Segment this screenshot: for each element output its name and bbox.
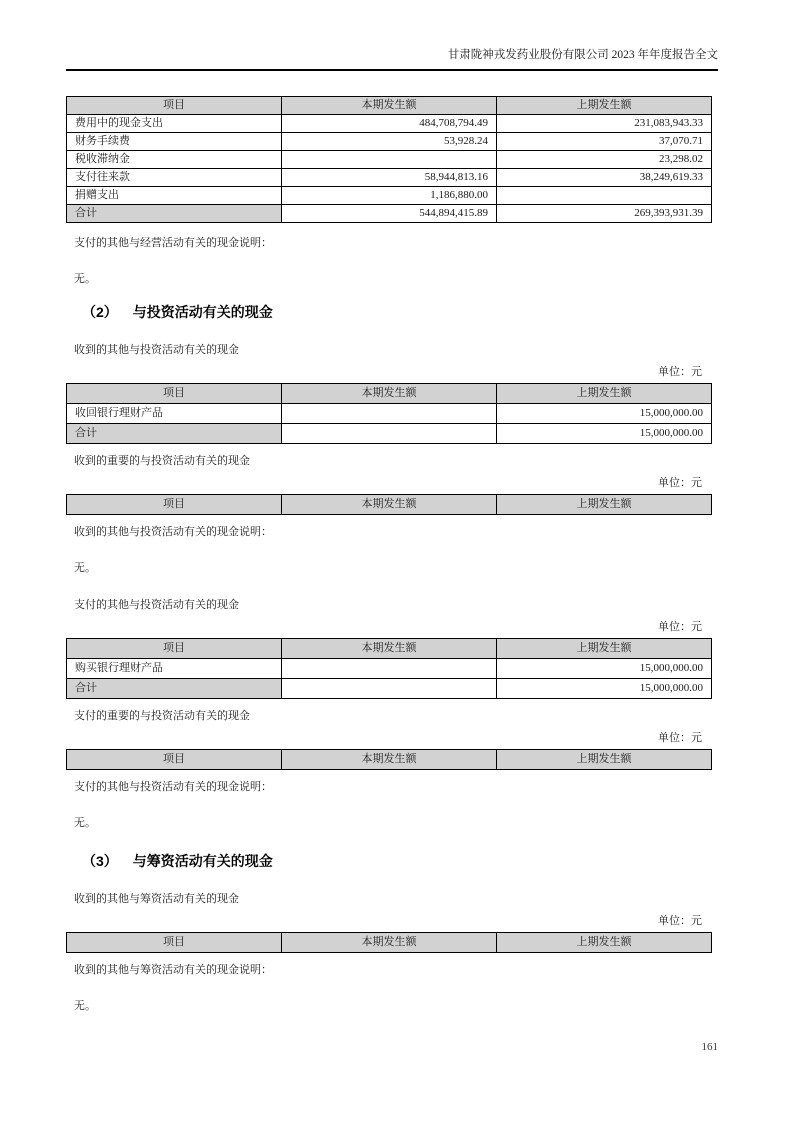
investing-significant-received-table — [66, 494, 712, 515]
operating-note-label: 支付的其他与经营活动有关的现金说明： — [74, 237, 272, 249]
current-period-cell: 58,944,813.16 — [281, 169, 496, 187]
item-cell: 合计 — [67, 424, 282, 444]
table-header-row — [67, 933, 712, 953]
table-row — [67, 169, 712, 187]
unit-label: 单位：元 — [658, 477, 702, 489]
financing-cash-received-table — [66, 932, 712, 953]
investing-received-note-label: 收到的其他与投资活动有关的现金说明： — [74, 526, 272, 538]
unit-label: 单位：元 — [658, 915, 702, 927]
current-period-cell: 1,186,880.00 — [281, 187, 496, 205]
column-header-item: 项目 — [67, 750, 282, 770]
section-title: 与投资活动有关的现金 — [132, 304, 273, 320]
investing-received-other-label: 收到的其他与投资活动有关的现金 — [74, 344, 239, 356]
total-row — [67, 205, 712, 223]
prior-period-cell: 23,298.02 — [496, 151, 711, 169]
page-header — [66, 48, 718, 71]
column-header-current-period: 本期发生额 — [281, 750, 496, 770]
column-header-prior-period: 上期发生额 — [496, 933, 711, 953]
column-header-prior-period: 上期发生额 — [496, 495, 711, 515]
section-heading-investing — [66, 303, 718, 321]
column-header-prior-period: 上期发生额 — [496, 384, 711, 404]
financing-received-note-value: 无。 — [74, 1000, 96, 1012]
prior-period-cell: 269,393,931.39 — [496, 205, 711, 223]
table-header-row — [67, 750, 712, 770]
current-period-cell — [281, 404, 496, 424]
column-header-item: 项目 — [67, 495, 282, 515]
prior-period-cell — [496, 187, 711, 205]
item-cell: 财务手续费 — [67, 133, 282, 151]
table-header-row — [67, 639, 712, 659]
column-header-item: 项目 — [67, 933, 282, 953]
total-row — [67, 424, 712, 444]
investing-received-significant-label: 收到的重要的与投资活动有关的现金 — [74, 455, 250, 467]
investing-cash-paid-table — [66, 638, 712, 699]
column-header-item: 项目 — [67, 384, 282, 404]
investing-received-note-value: 无。 — [74, 562, 96, 574]
table-row — [67, 187, 712, 205]
investing-paid-significant-label: 支付的重要的与投资活动有关的现金 — [74, 710, 250, 722]
current-period-cell — [281, 659, 496, 679]
table-header-row — [67, 495, 712, 515]
current-period-cell — [281, 151, 496, 169]
item-cell: 合计 — [67, 679, 282, 699]
table-row — [67, 115, 712, 133]
operating-note-value: 无。 — [74, 273, 96, 285]
item-cell: 购买银行理财产品 — [67, 659, 282, 679]
column-header-item: 项目 — [67, 97, 282, 115]
page-number: 161 — [701, 1041, 718, 1053]
prior-period-cell: 15,000,000.00 — [496, 424, 711, 444]
current-period-cell: 484,708,794.49 — [281, 115, 496, 133]
section-title: 与筹资活动有关的现金 — [132, 853, 273, 869]
item-cell: 捐赠支出 — [67, 187, 282, 205]
table-row — [67, 404, 712, 424]
investing-cash-received-table — [66, 383, 712, 444]
unit-label: 单位：元 — [658, 621, 702, 633]
current-period-cell: 544,894,415.89 — [281, 205, 496, 223]
investing-paid-note-value: 无。 — [74, 817, 96, 829]
current-period-cell — [281, 424, 496, 444]
item-cell: 合计 — [67, 205, 282, 223]
prior-period-cell: 38,249,619.33 — [496, 169, 711, 187]
table-row — [67, 659, 712, 679]
unit-label: 单位：元 — [658, 732, 702, 744]
current-period-cell — [281, 679, 496, 699]
prior-period-cell: 231,083,943.33 — [496, 115, 711, 133]
item-cell: 支付往来款 — [67, 169, 282, 187]
column-header-prior-period: 上期发生额 — [496, 750, 711, 770]
prior-period-cell: 15,000,000.00 — [496, 659, 711, 679]
unit-label: 单位：元 — [658, 366, 702, 378]
item-cell: 收回银行理财产品 — [67, 404, 282, 424]
column-header-prior-period: 上期发生额 — [496, 639, 711, 659]
column-header-prior-period: 上期发生额 — [496, 97, 711, 115]
investing-paid-note-label: 支付的其他与投资活动有关的现金说明： — [74, 781, 272, 793]
column-header-item: 项目 — [67, 639, 282, 659]
investing-paid-other-label: 支付的其他与投资活动有关的现金 — [74, 599, 239, 611]
current-period-cell: 53,928.24 — [281, 133, 496, 151]
prior-period-cell: 15,000,000.00 — [496, 679, 711, 699]
document-title: 甘肃陇神戎发药业股份有限公司 2023 年年度报告全文 — [447, 49, 718, 61]
section-number: （2） — [82, 304, 118, 320]
table-row — [67, 133, 712, 151]
table-header-row — [67, 384, 712, 404]
financing-received-other-label: 收到的其他与筹资活动有关的现金 — [74, 893, 239, 905]
column-header-current-period: 本期发生额 — [281, 933, 496, 953]
column-header-current-period: 本期发生额 — [281, 97, 496, 115]
financing-received-note-label: 收到的其他与筹资活动有关的现金说明： — [74, 964, 272, 976]
column-header-current-period: 本期发生额 — [281, 495, 496, 515]
investing-significant-paid-table — [66, 749, 712, 770]
total-row — [67, 679, 712, 699]
item-cell: 税收滞纳金 — [67, 151, 282, 169]
column-header-current-period: 本期发生额 — [281, 384, 496, 404]
table-row — [67, 151, 712, 169]
section-number: （3） — [82, 853, 118, 869]
column-header-current-period: 本期发生额 — [281, 639, 496, 659]
table-header-row — [67, 97, 712, 115]
prior-period-cell: 37,070.71 — [496, 133, 711, 151]
item-cell: 费用中的现金支出 — [67, 115, 282, 133]
section-heading-financing — [66, 852, 718, 870]
operating-cash-paid-table — [66, 96, 712, 223]
prior-period-cell: 15,000,000.00 — [496, 404, 711, 424]
